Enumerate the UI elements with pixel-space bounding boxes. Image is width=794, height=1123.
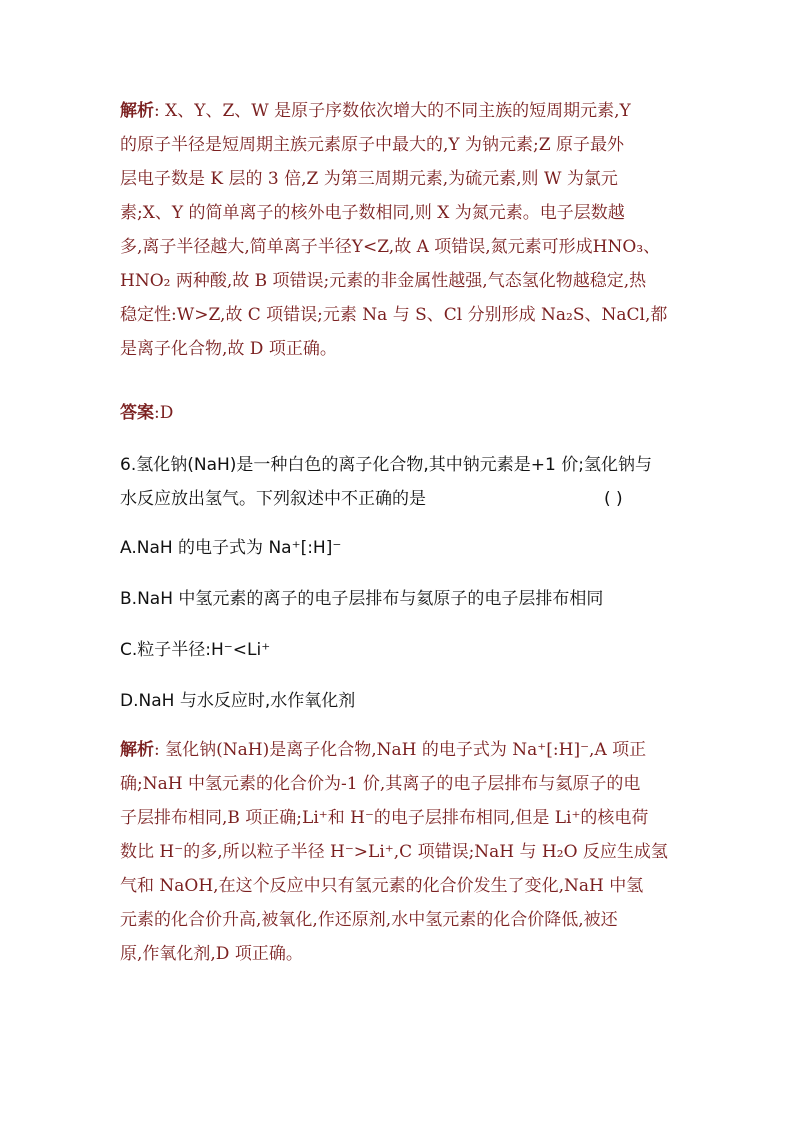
answer-label: 答案: [120, 403, 154, 423]
analysis-block-1: [120, 94, 680, 366]
analysis-line: 元素的化合价升高,被氧化,作还原剂,水中氢元素的化合价降低,被还: [120, 910, 618, 930]
option-a: A.NaH 的电子式为 Na⁺[:H]⁻: [120, 538, 342, 558]
question-6: [120, 448, 680, 516]
analysis-line: 确;NaH 中氢元素的化合价为-1 价,其离子的电子层排布与氦原子的电: [120, 774, 641, 794]
answer-value: :D: [154, 403, 174, 423]
analysis-line: 气和 NaOH,在这个反应中只有氢元素的化合价发生了变化,NaH 中氢: [120, 876, 644, 896]
analysis-line: 数比 H⁻的多,所以粒子半径 H⁻>Li⁺,C 项错误;NaH 与 H₂O 反应生成氢: [120, 842, 668, 862]
analysis-line: 子层排布相同,B 项正确;Li⁺和 H⁻的电子层排布相同,但是 Li⁺的核电荷: [120, 808, 649, 828]
analysis-line: 稳定性:W>Z,故 C 项错误;元素 Na 与 S、Cl 分别形成 Na₂S、NaCl,都: [120, 305, 668, 325]
option-d: D.NaH 与水反应时,水作氧化剂: [120, 691, 356, 711]
analysis-line: 多,离子半径越大,简单离子半径Y<Z,故 A 项错误,氮元素可形成HNO₃、: [120, 237, 661, 257]
analysis-label: 解析: [120, 101, 154, 121]
analysis-line: HNO₂ 两种酸,故 B 项错误;元素的非金属性越强,气态氢化物越稳定,热: [120, 271, 647, 291]
analysis-line: 是离子化合物,故 D 项正确。: [120, 339, 337, 359]
answer-block: [120, 396, 680, 430]
analysis-line: 的原子半径是短周期主族元素原子中最大的,Y 为钠元素;Z 原子最外: [120, 135, 624, 155]
analysis-line: 原,作氧化剂,D 项正确。: [120, 944, 303, 964]
analysis-line: 素;X、Y 的简单离子的核外电子数相同,则 X 为氮元素。电子层数越: [120, 203, 625, 223]
answer-line: [120, 396, 680, 430]
analysis-line: 解析: X、Y、Z、W 是原子序数依次增大的不同主族的短周期元素,Y: [120, 101, 631, 121]
option-c: C.粒子半径:H⁻<Li⁺: [120, 640, 271, 660]
answer-bracket: ( ): [604, 489, 623, 509]
option-b: B.NaH 中氢元素的离子的电子层排布与氦原子的电子层排布相同: [120, 589, 604, 609]
analysis-line: 层电子数是 K 层的 3 倍,Z 为第三周期元素,为硫元素,则 W 为氯元: [120, 169, 618, 189]
question-line: 6.氢化钠(NaH)是一种白色的离子化合物,其中钠元素是+1 价;氢化钠与: [120, 455, 652, 475]
question-line: 水反应放出氢气。下列叙述中不正确的是 ( ): [120, 482, 680, 516]
analysis-block-2: [120, 733, 680, 971]
analysis-line: 解析: 氢化钠(NaH)是离子化合物,NaH 的电子式为 Na⁺[:H]⁻,A 项正: [120, 740, 647, 760]
analysis-label: 解析: [120, 740, 154, 760]
